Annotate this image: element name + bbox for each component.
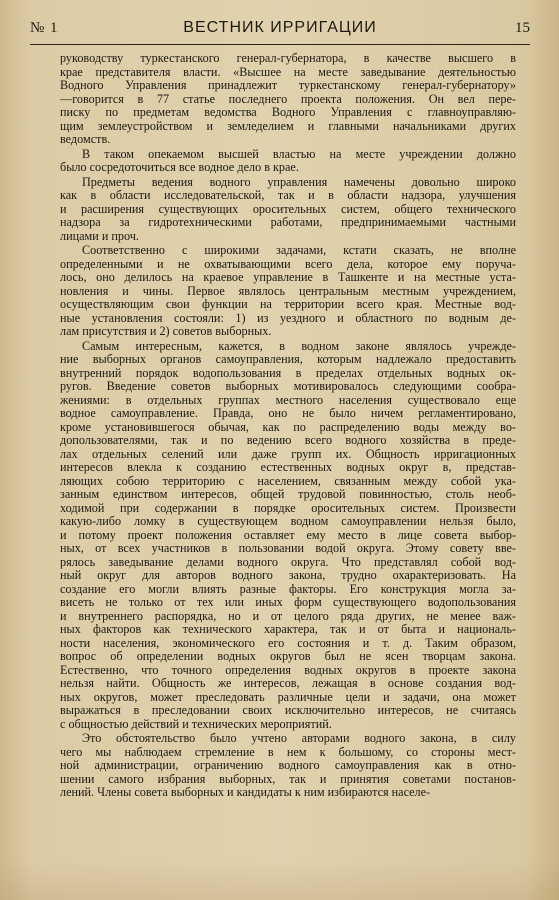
text-line: ные установления состояли: 1) из уездного и областного по водным де- [60, 311, 516, 325]
text-line: ние выборных органов самоуправления, которым надлежало предоставить [60, 353, 516, 366]
text-line: ный округ для авторов водного закона, трудно охарактеризовать. На [60, 569, 516, 582]
text-line: новления и чины. Первое являлось центральным местным учреждением, [60, 284, 516, 298]
text-line: лось, оно делилось на краевое управление в Ташкенте и на местные уста- [60, 271, 516, 284]
text-line: ных, от всех участников в пользовании водой округа. Этому совету вве- [60, 542, 516, 555]
paragraph [60, 244, 516, 339]
text-line: Это обстоятельство было учтено авторами водного закона, в силу [82, 732, 516, 745]
text-line: водное самоуправление. Правда, оно не было ничем регламентировано, [60, 407, 516, 420]
text-line: щим землеустройством и земледелием и главными начальниками других [60, 119, 516, 133]
text-line: чего мы наблюдаем стремление в нем к большому, со стороны мест- [60, 745, 516, 759]
text-line: лам присутствия и 2) советов выборных. [60, 325, 272, 338]
paragraph [60, 340, 516, 732]
text-line: Предметы ведения водного управления намечены довольно широко [82, 175, 516, 189]
text-line: ной администрации, ограничению водного самоуправления как в отно- [60, 759, 516, 772]
text-line: с общностью действий и технических мероприятий. [60, 717, 332, 731]
text-line: надзора за гидротехническими работами, предпринимаемыми частными [60, 216, 516, 229]
text-line: определенными и не охватывающими всего дела, которое ему поруча- [60, 257, 516, 271]
paragraph [60, 732, 516, 800]
issue-number: № 1 [30, 20, 59, 36]
text-line: и потому проект положения оставляет ему место в лице совета выбор- [60, 528, 516, 542]
text-line: допользователями, так и по ведению всего водного хозяйства в преде- [60, 434, 516, 447]
text-line: вопрос об определении водных округов был не ясен творцам закона. [60, 650, 516, 663]
text-line: создание его могли влиять разные факторы. Его конструкция могла за- [60, 582, 516, 596]
text-line: осуществляющим свои функции на территории всего края. Местные вод- [60, 298, 516, 311]
text-line: и внутреннего распорядка, но и от целого ряда других, не менее важ- [60, 609, 516, 623]
text-line: нельзя найти. Общность же интересов, лежащая в основе создания вод- [60, 677, 516, 690]
text-line: кроме установившегося обычая, как по распределению воды между во- [60, 420, 516, 434]
paper-stain [0, 860, 559, 900]
text-line: ляющих собою территорию с населением, связанным между собой ука- [60, 474, 516, 488]
header-rule [30, 44, 530, 45]
text-line: ругов. Введение советов выборных мотивировалось следующими сообра- [60, 380, 516, 393]
text-line: крае представителя власти. «Высшее на месте заведывание деятельностью [60, 65, 516, 79]
text-line: Самым интересным, кажется, в водном законе являлось учрежде- [82, 339, 516, 353]
paragraph [60, 148, 516, 175]
paragraph [60, 176, 516, 244]
page-number: 15 [515, 20, 530, 36]
text-line: рялось заведывание делами водного округа. Что представлял собой вод- [60, 555, 516, 569]
text-line: и расширения существующих оросительных систем, общего технического [60, 202, 516, 216]
text-line: Естественно, что точного определения водных округов в проекте закона [60, 663, 516, 677]
text-line: лений. Члены совета выборных и кандидаты к ним избираются населе- [60, 786, 431, 799]
text-line: висеть не только от тех или иных форм существующего водопользования [60, 596, 516, 609]
text-line: какую-либо ломку в существующем водном самоуправлении нельзя было, [60, 515, 516, 528]
text-line: лицами и проч. [60, 229, 139, 243]
text-line: Водного Управления принадлежит туркестанскому генерал-губернатору» [60, 79, 516, 92]
text-line: Соответственно с широкими задачами, кстати сказать, не вполне [82, 244, 516, 257]
text-line: ных факторов как технического характера, так и от быта и националь- [60, 623, 516, 636]
text-line: было сосредоточиться все водное дело в крае. [60, 161, 299, 174]
text-line: руководству туркестанского генерал-губернатора, в качестве высшего в [60, 52, 516, 65]
text-line: писку по предметам ведомства Водного Управления с главноуправляю- [60, 106, 516, 119]
text-line: ных округов, может преследовать различные цели и задачи, она может [60, 690, 516, 704]
text-line: как в области исследовательской, так и в области надзора, улучшения [60, 189, 516, 202]
text-line: ности населения, экономического его состояния и т. д. Таким образом, [60, 636, 516, 650]
paragraph [60, 52, 516, 147]
text-line: интересов влекла к созданию естественных водных округ в, представ- [60, 461, 516, 474]
text-line: В таком опекаемом высшей властью на месте учреждении должно [82, 147, 516, 161]
journal-title: ВЕСТНИК ИРРИГАЦИИ [183, 19, 377, 36]
running-head [30, 18, 530, 44]
text-line: занным единством интересов, общей трудовой повинностью, столь необ- [60, 488, 516, 501]
text-line: жениями: в отдельных группах местного населения существовало еще [60, 393, 516, 407]
text-line: —говорится в 77 статье последнего проекта положения. Он вел пере- [60, 92, 516, 106]
text-line: внутренний порядок водопользования в пределах отдельных водных ок- [60, 366, 516, 380]
text-line: ведомств. [60, 133, 111, 146]
text-line: лах отдельных селений или даже групп их. Общность ирригационных [60, 447, 516, 461]
text-line: ходимой при содержании в порядке оросительных систем. Произвести [60, 501, 516, 515]
text-line: выражаться в преследовании своих исключительно интересов, не считаясь [60, 704, 516, 717]
text-line: шении самого избрания выборных, так и принятия советами постанов- [60, 772, 516, 786]
article-body [60, 52, 516, 801]
